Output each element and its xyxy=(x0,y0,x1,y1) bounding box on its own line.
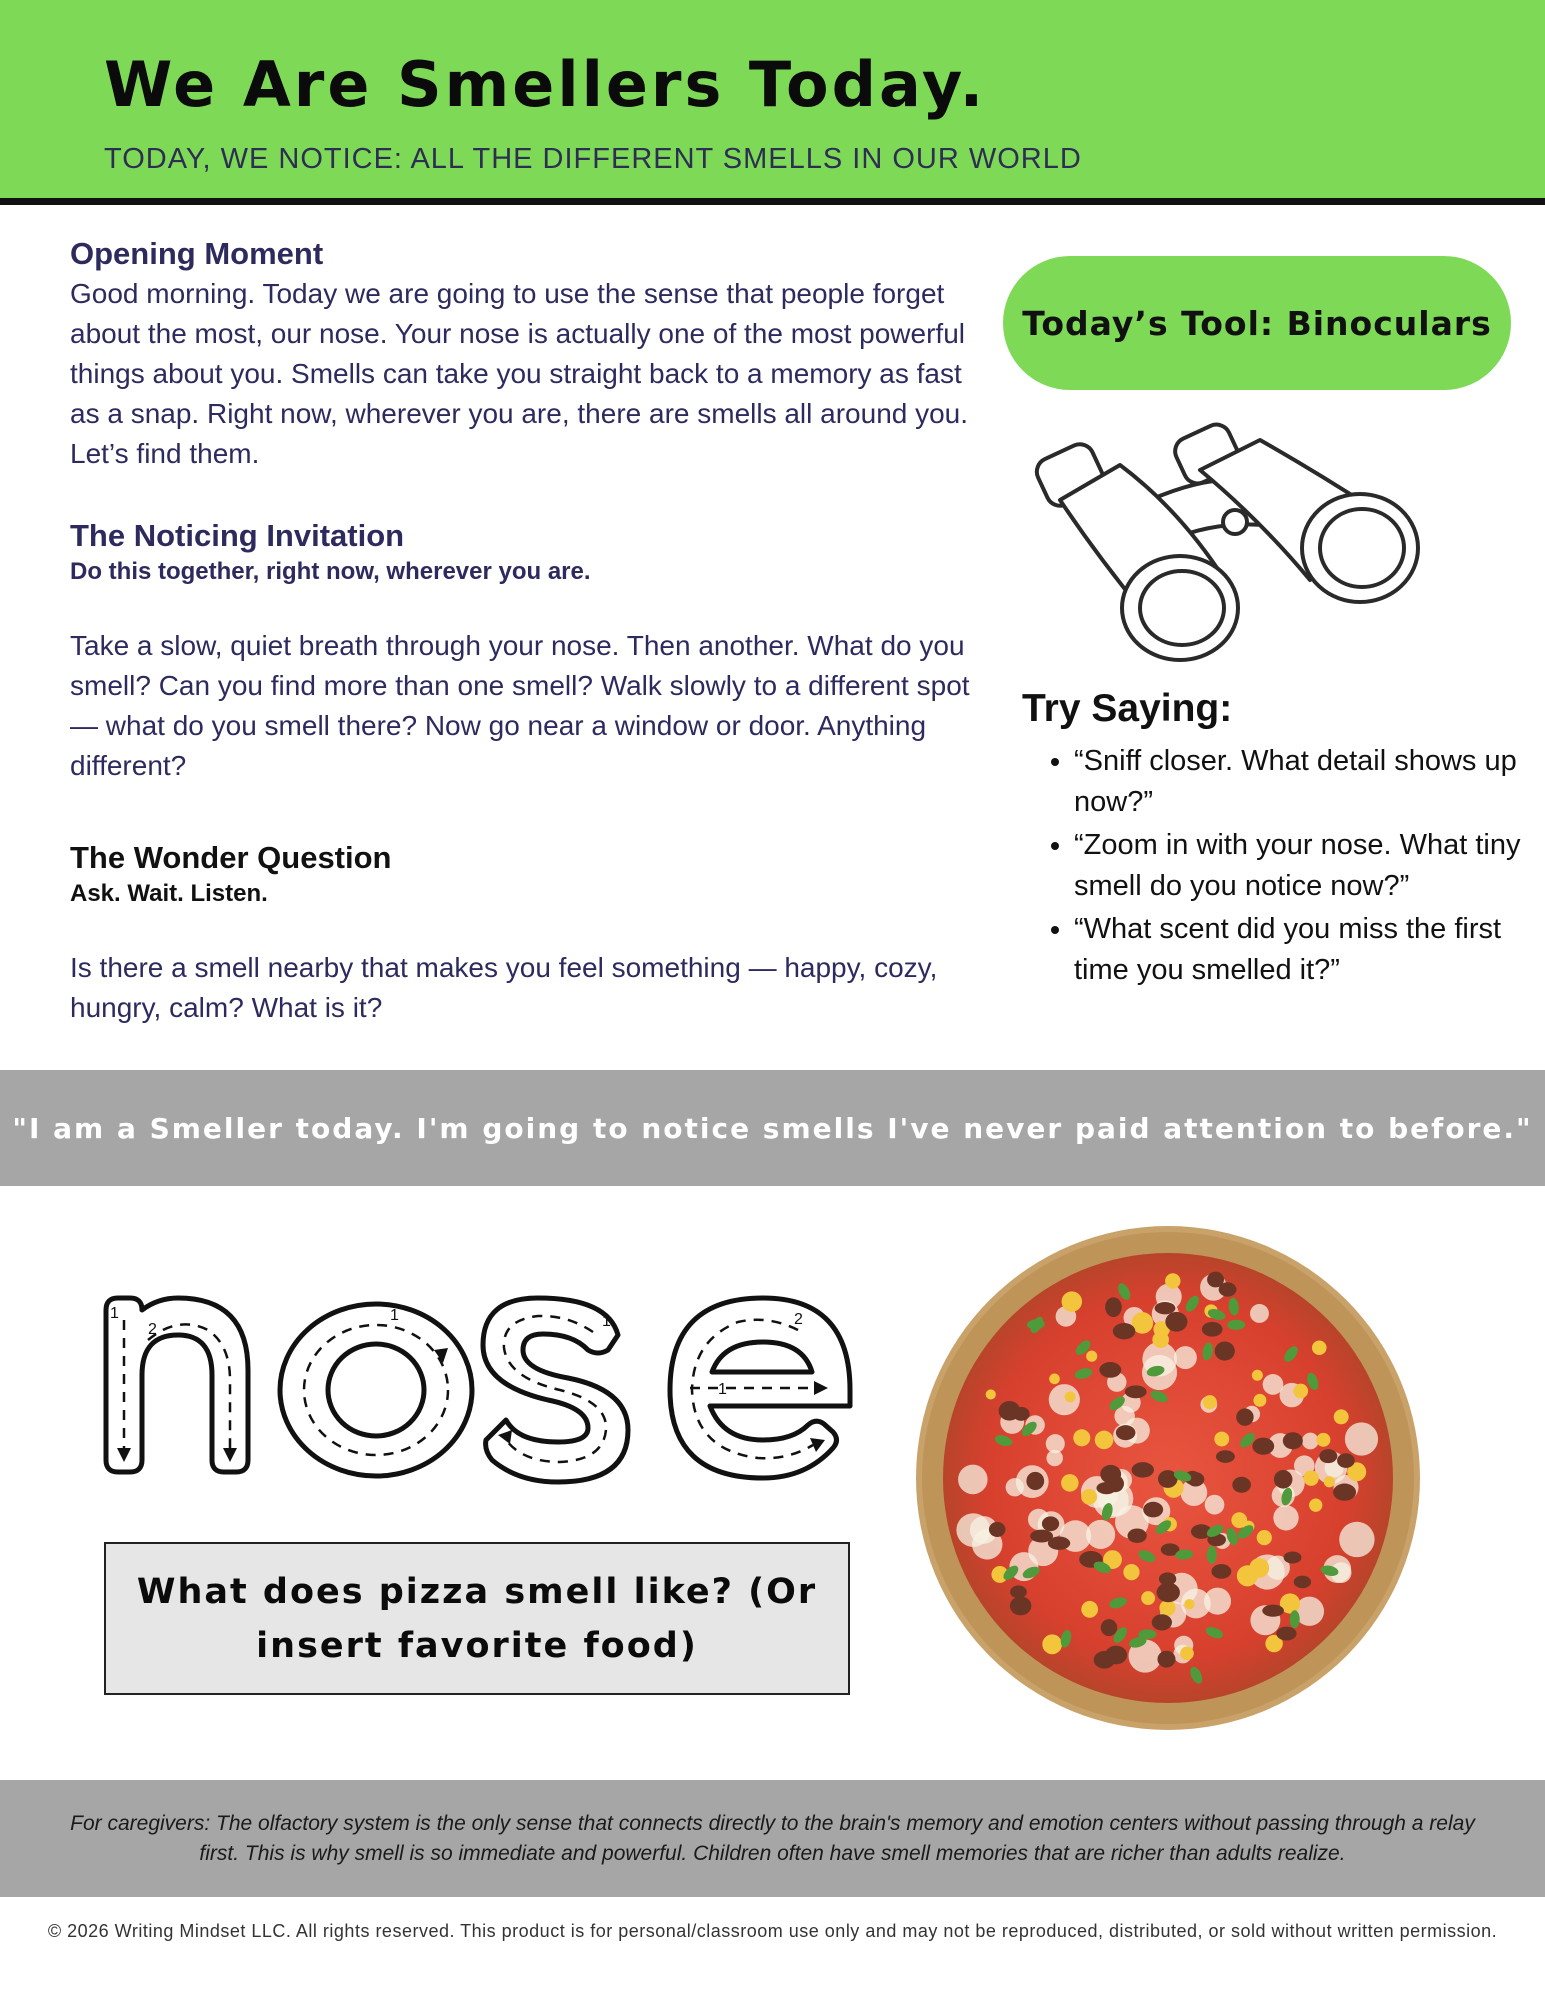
cheese-topping xyxy=(1174,1346,1197,1369)
cheese-topping xyxy=(1205,1495,1225,1515)
sausage-topping xyxy=(1127,1528,1146,1542)
food-prompt-text: What does pizza smell like? (Or insert favorite food) xyxy=(136,1571,818,1666)
opening-section xyxy=(70,236,980,474)
pepper-topping xyxy=(1081,1489,1097,1505)
pepper-topping xyxy=(1303,1470,1319,1486)
cheese-topping xyxy=(1273,1505,1298,1530)
try-saying-list xyxy=(1022,741,1522,991)
caregiver-note-text: For caregivers: The olfactory system is the only sense that connects directly to the brain's memory and emotion centers without passing through a relay first. This is why smell is so immediate and powerful. Children often have smell memories that are richer than adults realize. xyxy=(70,1811,1475,1865)
sausage-topping xyxy=(1236,1408,1253,1425)
list-item: • “Zoom in with your nose. What tiny smell do you notice now?” xyxy=(1074,825,1522,907)
affirmation-band xyxy=(0,1070,1545,1186)
sausage-topping xyxy=(1099,1362,1121,1378)
pepper-topping xyxy=(1312,1340,1327,1355)
pepper-topping xyxy=(1309,1499,1322,1512)
pepper-topping xyxy=(1165,1273,1180,1288)
sausage-topping xyxy=(1202,1322,1223,1337)
stroke-number: 1 xyxy=(718,1381,727,1398)
sausage-topping xyxy=(1333,1484,1356,1501)
pepper-topping xyxy=(1086,1351,1097,1362)
pepper-topping xyxy=(1061,1474,1079,1492)
cheese-topping xyxy=(1345,1422,1378,1455)
sausage-topping xyxy=(1101,1619,1118,1636)
cheese-topping xyxy=(1250,1304,1269,1323)
todays-tool-badge: Today’s Tool: Binoculars xyxy=(1003,256,1511,390)
pepper-topping xyxy=(1062,1291,1082,1311)
basil-topping xyxy=(1290,1610,1300,1628)
sausage-topping xyxy=(1159,1572,1176,1585)
sausage-topping xyxy=(1010,1596,1032,1615)
sausage-topping xyxy=(1165,1312,1187,1332)
sausage-topping xyxy=(1157,1583,1180,1603)
pepper-topping xyxy=(1180,1646,1194,1660)
sausage-topping xyxy=(1252,1438,1274,1455)
cheese-topping xyxy=(1086,1520,1115,1549)
try-saying-title: Try Saying: xyxy=(1022,687,1233,730)
pepper-topping xyxy=(1252,1370,1263,1381)
sausage-topping xyxy=(1155,1302,1176,1314)
sausage-topping xyxy=(1152,1614,1172,1630)
sausage-topping xyxy=(1283,1432,1303,1449)
page-title: We Are Smellers Today. xyxy=(104,48,987,121)
opening-text: Good morning. Today we are going to use the sense that people forget about the most, our nose. Your nose is actually one of the most powerful things about you. Smells can take you straight back to a memory as fast as a snap. Right now, wherever you are, there are smells all around you. Let’s find them. xyxy=(70,278,969,469)
sausage-topping xyxy=(1143,1502,1163,1518)
sausage-topping xyxy=(1105,1297,1122,1317)
sausage-topping xyxy=(999,1401,1021,1421)
pepper-topping xyxy=(1123,1564,1139,1580)
pepper-topping xyxy=(1237,1565,1258,1586)
food-prompt-box xyxy=(104,1542,850,1695)
wonder-text: Is there a smell nearby that makes you feel something — happy, cozy, hungry, calm? What is it? xyxy=(70,952,938,1023)
sausage-topping xyxy=(1132,1462,1154,1477)
pepper-topping xyxy=(1253,1394,1266,1407)
pepper-topping xyxy=(1316,1433,1330,1447)
copyright-footer: © 2026 Writing Mindset LLC. All rights reserved. This product is for personal/classroom use only and may not be reproduced, distributed, or sold without written permission. xyxy=(47,1921,1498,1941)
basil-topping xyxy=(1138,1629,1156,1639)
stroke-number: 1 xyxy=(602,1313,611,1330)
pepper-topping xyxy=(1081,1601,1098,1618)
sausage-topping xyxy=(1010,1585,1027,1598)
nose-tracing-art xyxy=(98,1290,858,1490)
sausage-topping xyxy=(1262,1605,1284,1617)
sausage-topping xyxy=(989,1522,1006,1537)
letter-n-outline xyxy=(106,1298,248,1472)
list-item: • “What scent did you miss the first time you smelled it?” xyxy=(1074,909,1522,991)
pepper-topping xyxy=(1073,1429,1090,1446)
pepper-topping xyxy=(1065,1391,1076,1402)
sausage-topping xyxy=(1125,1385,1147,1398)
sausage-topping xyxy=(1113,1323,1136,1339)
sausage-topping xyxy=(1232,1477,1251,1493)
pepper-topping xyxy=(1324,1476,1335,1487)
sausage-topping xyxy=(1274,1470,1293,1489)
stroke-number: 1 xyxy=(390,1307,399,1324)
sausage-topping xyxy=(1337,1453,1355,1468)
sausage-topping xyxy=(1216,1450,1235,1463)
pepper-topping xyxy=(1095,1431,1114,1450)
cheese-topping xyxy=(1046,1450,1062,1466)
affirmation-text: "I am a Smeller today. I'm going to notice smells I've never paid attention to before." xyxy=(12,1111,1533,1145)
sausage-topping xyxy=(1048,1537,1070,1550)
sausage-topping xyxy=(1026,1472,1044,1490)
wonder-note: Ask. Wait. Listen. xyxy=(70,880,268,907)
pepper-topping xyxy=(1203,1395,1217,1409)
invitation-section xyxy=(70,518,980,786)
sausage-topping xyxy=(1294,1576,1311,1589)
list-item: • “Sniff closer. What detail shows up now?” xyxy=(1074,741,1522,823)
sausage-topping xyxy=(1284,1552,1302,1564)
pepper-topping xyxy=(986,1389,996,1399)
pizza-image xyxy=(908,1218,1428,1738)
sausage-topping xyxy=(1319,1449,1337,1463)
cheese-topping xyxy=(1339,1522,1374,1557)
page-subtitle: TODAY, WE NOTICE: ALL THE DIFFERENT SMELLS IN OUR WORLD xyxy=(104,143,1082,175)
pepper-topping xyxy=(1184,1599,1194,1609)
sausage-topping xyxy=(1042,1516,1059,1531)
sausage-topping xyxy=(1105,1646,1127,1665)
page-header xyxy=(0,0,1545,205)
basil-topping xyxy=(1227,1320,1245,1330)
letter-o-outline xyxy=(280,1304,472,1476)
wonder-title: The Wonder Question xyxy=(70,840,392,875)
invitation-title: The Noticing Invitation xyxy=(70,518,405,553)
sausage-topping xyxy=(1276,1627,1296,1641)
pepper-topping xyxy=(1159,1600,1175,1616)
pepper-topping xyxy=(1042,1634,1062,1654)
invitation-note: Do this together, right now, wherever you are. xyxy=(70,558,591,585)
cheese-topping xyxy=(958,1465,988,1495)
pepper-topping xyxy=(1049,1374,1060,1385)
stroke-number: 2 xyxy=(794,1311,803,1328)
pepper-topping xyxy=(1141,1591,1155,1605)
caregiver-note-band xyxy=(0,1780,1545,1897)
wonder-section xyxy=(70,840,980,1028)
pepper-topping xyxy=(1293,1384,1308,1399)
pepper-topping xyxy=(1257,1530,1272,1545)
try-saying-section xyxy=(1022,687,1522,993)
sausage-topping xyxy=(1116,1425,1136,1440)
cheese-topping xyxy=(1302,1433,1319,1450)
pepper-topping xyxy=(1214,1432,1229,1447)
sausage-topping xyxy=(1215,1342,1235,1361)
sausage-topping xyxy=(1207,1272,1224,1288)
stroke-number: 1 xyxy=(110,1305,119,1322)
stroke-number: 2 xyxy=(148,1321,157,1338)
sausage-topping xyxy=(1157,1651,1175,1668)
invitation-text: Take a slow, quiet breath through your nose. Then another. What do you smell? Can you find more than one smell? Walk slowly to a different spot — what do you smell there? Now go near a window or door. Anything different? xyxy=(70,630,970,781)
binoculars-icon xyxy=(1030,420,1430,670)
sausage-topping xyxy=(1211,1564,1231,1579)
sausage-topping xyxy=(1107,1475,1124,1492)
opening-title: Opening Moment xyxy=(70,236,324,271)
pepper-topping xyxy=(1334,1409,1349,1424)
cheese-topping xyxy=(1049,1384,1080,1415)
